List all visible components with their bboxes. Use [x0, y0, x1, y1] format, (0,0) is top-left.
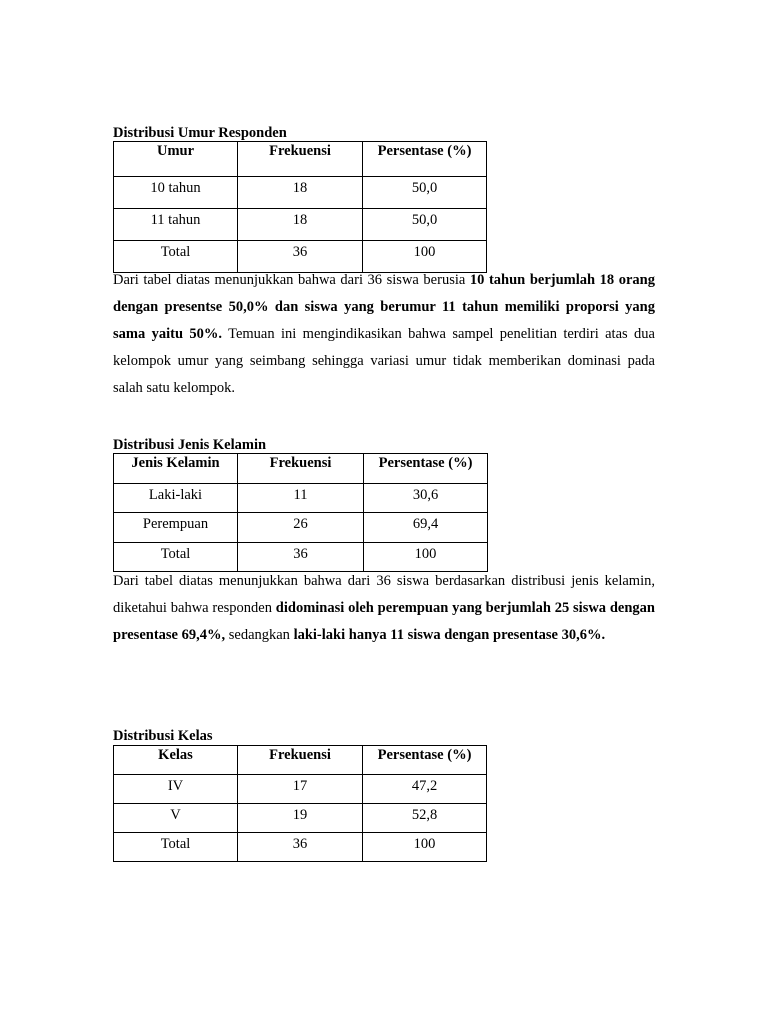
table-cell: 18 — [238, 209, 363, 241]
header-cell: Persentase (%) — [364, 454, 488, 484]
section-title: Distribusi Umur Responden — [113, 125, 287, 141]
text-run-bold: didominasi oleh perempuan yang berjumlah 25 siswa dengan presentase 69,4%, — [113, 600, 655, 643]
table-cell: 19 — [238, 804, 363, 833]
paragraph — [113, 267, 655, 402]
table-header-row — [114, 746, 487, 775]
table-cell: 50,0 — [363, 209, 487, 241]
table-cell: 47,2 — [363, 775, 487, 804]
table-cell: Perempuan — [114, 513, 238, 543]
table-cell: V — [114, 804, 238, 833]
table-cell: Total — [114, 241, 238, 273]
section-title: Distribusi Kelas — [113, 728, 213, 744]
table-cell: 36 — [238, 241, 363, 273]
text-run: Temuan ini mengindikasikan bahwa sampel penelitian terdiri atas dua kelompok umur yang seimbang sehingga variasi umur tidak memberikan dominasi pada salah satu kelompok. — [113, 326, 655, 396]
table-cell: 100 — [363, 833, 487, 862]
table-row — [114, 804, 487, 833]
table-cell: 36 — [238, 833, 363, 862]
text-run: Dari tabel diatas menunjukkan bahwa dari 36 siswa berusia — [113, 272, 470, 288]
gender-distribution-table — [113, 453, 488, 572]
table-row — [114, 513, 488, 543]
age-distribution-table — [113, 141, 487, 273]
table-cell: 17 — [238, 775, 363, 804]
text-run-bold: laki-laki hanya 11 siswa dengan presentase 30,6%. — [293, 627, 606, 643]
table-cell: IV — [114, 775, 238, 804]
header-cell: Persentase (%) — [363, 142, 487, 177]
table-cell: 10 tahun — [114, 177, 238, 209]
table-cell: 69,4 — [364, 513, 488, 543]
table-cell: Total — [114, 833, 238, 862]
table-cell: 36 — [238, 543, 364, 572]
header-cell: Umur — [114, 142, 238, 177]
table-cell: 11 tahun — [114, 209, 238, 241]
table-cell: 52,8 — [363, 804, 487, 833]
table-cell: Total — [114, 543, 238, 572]
paragraph — [113, 568, 655, 649]
header-cell: Kelas — [114, 746, 238, 775]
table-cell: 30,6 — [364, 484, 488, 513]
table-cell: 18 — [238, 177, 363, 209]
table-cell: 11 — [238, 484, 364, 513]
table-cell: Laki-laki — [114, 484, 238, 513]
header-cell: Frekuensi — [238, 746, 363, 775]
table-row — [114, 833, 487, 862]
section-title: Distribusi Jenis Kelamin — [113, 437, 267, 453]
table-row — [114, 209, 487, 241]
header-cell: Frekuensi — [238, 454, 364, 484]
header-cell: Frekuensi — [238, 142, 363, 177]
class-distribution-table — [113, 745, 487, 862]
table-row — [114, 484, 488, 513]
header-cell: Persentase (%) — [363, 746, 487, 775]
text-run: sedangkan — [225, 627, 294, 643]
table-row — [114, 177, 487, 209]
table-cell: 50,0 — [363, 177, 487, 209]
table-cell: 100 — [364, 543, 488, 572]
table-header-row — [114, 454, 488, 484]
table-cell: 100 — [363, 241, 487, 273]
text-run: Dari tabel diatas menunjukkan bahwa dari 36 siswa berdasarkan distribusi jenis kelamin, diketahui bahwa responden — [113, 573, 655, 616]
table-cell: 26 — [238, 513, 364, 543]
header-cell: Jenis Kelamin — [114, 454, 238, 484]
table-header-row — [114, 142, 487, 177]
table-row — [114, 775, 487, 804]
text-run-bold: 10 tahun berjumlah 18 orang dengan presentse 50,0% dan siswa yang berumur 11 tahun memiliki proporsi yang sama yaitu 50%. — [113, 272, 655, 342]
